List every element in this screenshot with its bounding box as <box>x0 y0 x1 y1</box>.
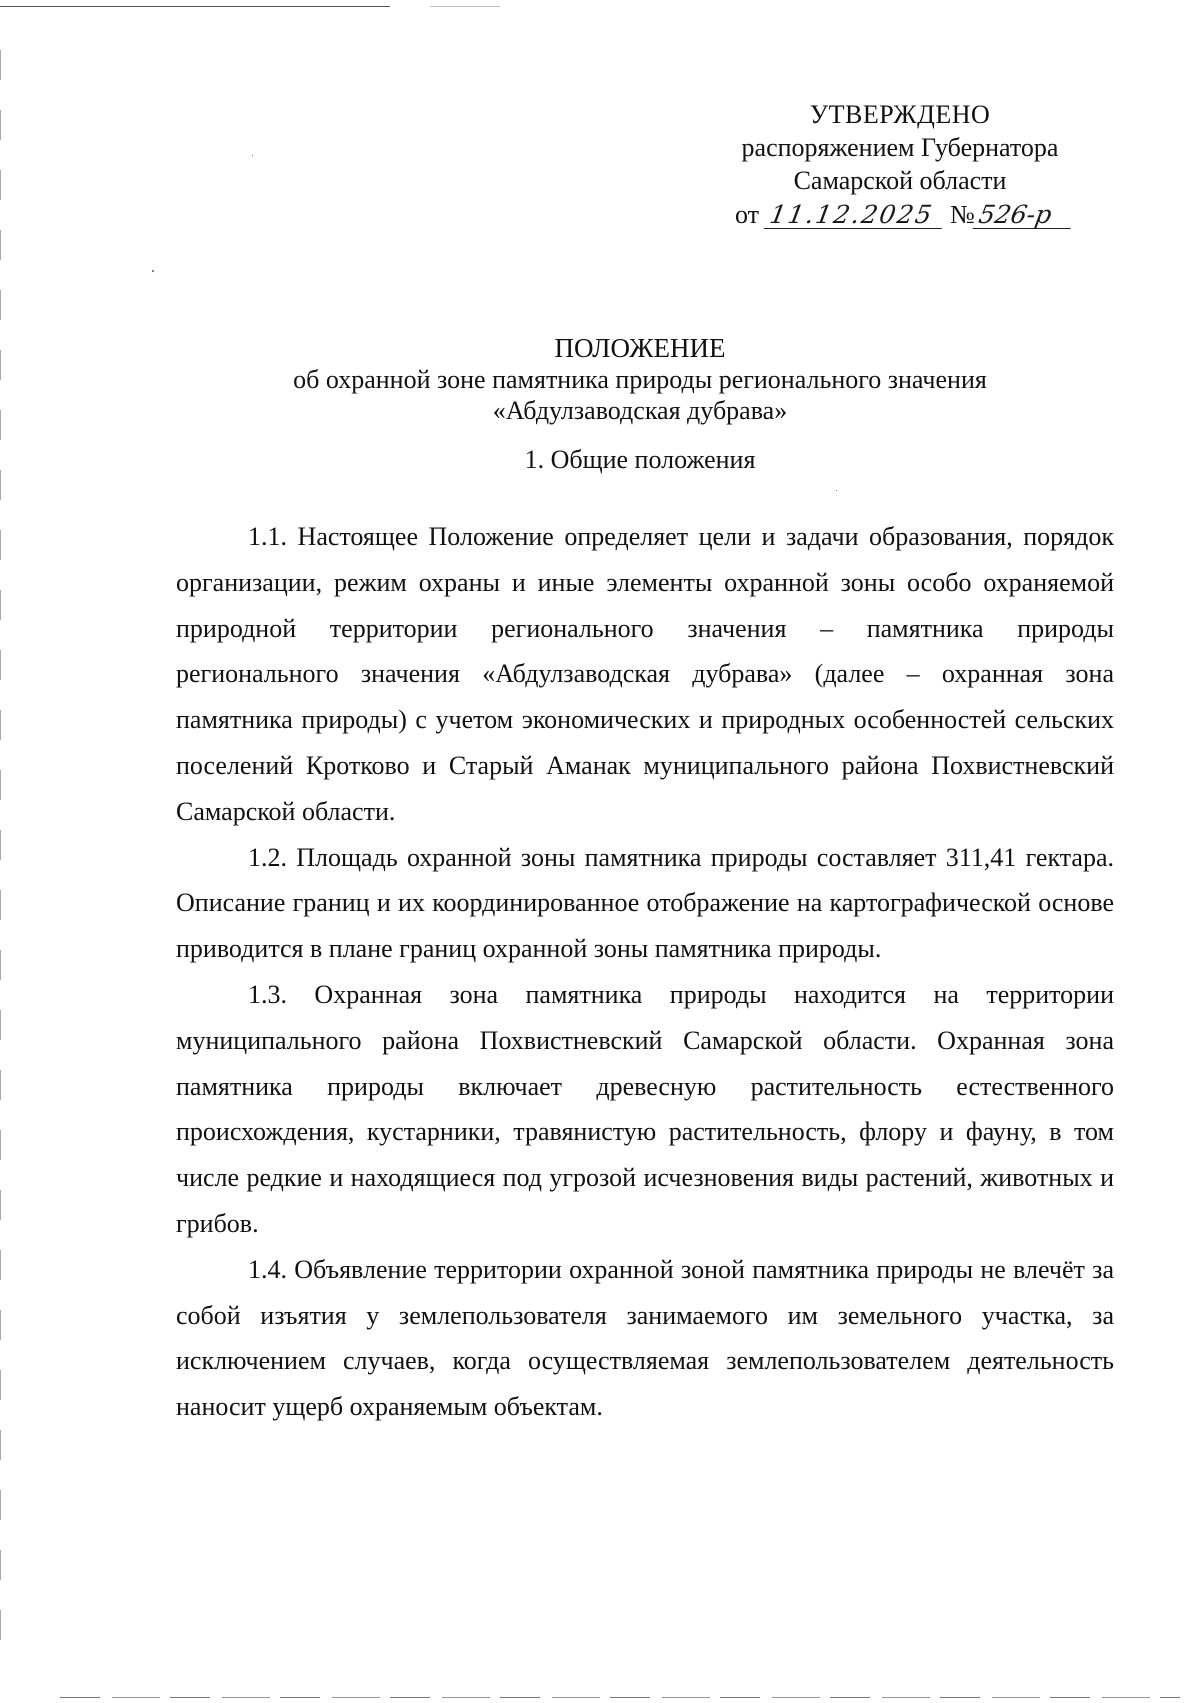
paragraph-1-1: 1.1. Настоящее Положение определяет цели и задачи образования, порядок организации, режим охраны и иные элементы охранной зоны особо охраняемой природной территории регионального значения – памятника природы регионального значения «Абдулзаводская дубрава» (далее – охранная зона памятника природы) с учетом экономических и природных особенностей сельских поселений Кротково и Старый Аманак муниципального района Похвистневский Самарской области. <box>176 522 1114 826</box>
scan-speck <box>252 155 253 156</box>
number-prefix: № <box>950 200 975 229</box>
paragraph-1-3: 1.3. Охранная зона памятника природы находится на территории муниципального района Похвистневский Самарской области. Охранная зона памятника природы включает древесную растительность естественного происхождения, кустарники, травянистую растительность, флору и фауну, в том числе редкие и находящиеся под угрозой исчезновения виды растений, животных и грибов. <box>176 979 1114 1238</box>
approval-block <box>700 98 1100 231</box>
document-subtitle-line-2: «Абдулзаводская дубрава» <box>492 396 788 425</box>
section-heading: 1. Общие положения <box>524 445 756 474</box>
document-body <box>176 514 1114 1430</box>
document-subtitle-line-1: об охранной зоне памятника природы регионального значения <box>293 365 987 394</box>
approval-date-line <box>700 198 1100 231</box>
approval-title: УТВЕРЖДЕНО <box>809 100 991 129</box>
document-title-block <box>160 333 1120 426</box>
scan-speck <box>836 490 837 491</box>
scan-speck <box>152 270 154 272</box>
date-prefix: от <box>735 200 760 229</box>
handwritten-number: 526-р <box>972 202 1075 229</box>
scan-edge-line <box>0 6 390 7</box>
document-title: ПОЛОЖЕНИЕ <box>554 333 726 363</box>
handwritten-date: 11.12.2025 <box>763 202 946 229</box>
scan-edge-line <box>60 1697 1180 1698</box>
paragraph-1-4: 1.4. Объявление территории охранной зоной памятника природы не влечёт за собой изъятия у землепользователя занимаемого им земельного участка, за исключением случаев, когда осуществляемая землепользователем деятельность наносит ущерб охраняемым объектам. <box>176 1254 1114 1422</box>
scan-edge-line <box>430 6 500 7</box>
scan-edge-line <box>0 50 1 1650</box>
paragraph-1-2: 1.2. Площадь охранной зоны памятника природы составляет 311,41 гектара. Описание границ и их координированное отображение на картографической основе приводится в плане границ охранной зоны памятника природы. <box>176 842 1114 964</box>
approval-line-1: распоряжением Губернатора <box>741 133 1059 162</box>
approval-line-2: Самарской области <box>793 166 1007 195</box>
